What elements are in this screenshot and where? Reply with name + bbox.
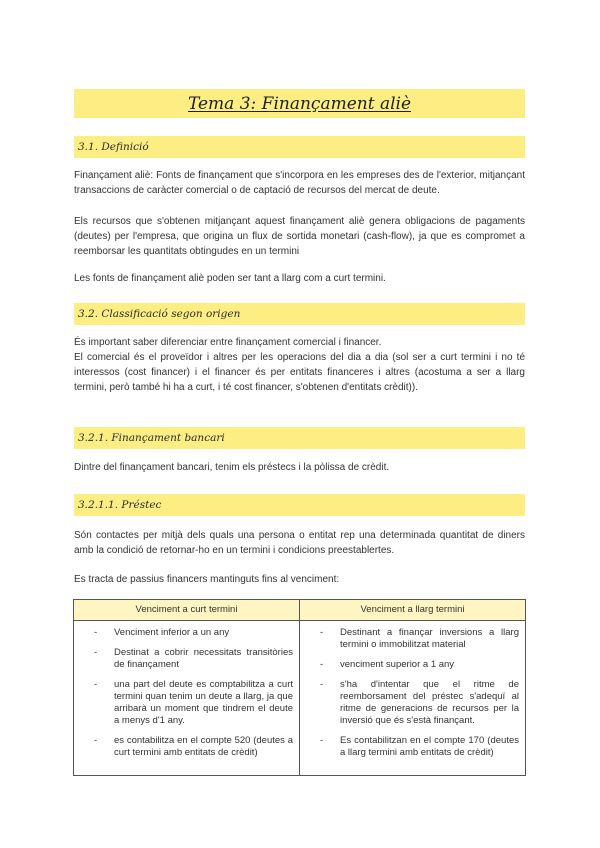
list-item: - una part del deute es comptabilitza a curt termini quan tenim un deute a llarg, ja que arribarà un moment que tindrem el deute a menys d'1 any. xyxy=(80,679,293,727)
list-item: - Es contabilitzan en el compte 170 (deutes a llarg termini amb entitats de crèdit) xyxy=(306,735,519,759)
page-title: Tema 3: Finançament aliè xyxy=(187,93,412,114)
maturity-table xyxy=(73,599,526,776)
paragraph-definition: Finançament aliè: Fonts de finançament que s'incorpora en les empreses des de l'exterior, mitjançant transaccions de caràcter comercial o de captació de recursos del mercat de deute. xyxy=(74,170,525,196)
header-short-term: Venciment a curt termini xyxy=(74,600,300,621)
list-item: - Destinat a cobrir necessitats transitòries de finançament xyxy=(80,647,293,671)
table-header-row xyxy=(74,600,526,621)
paragraph-obligations: Els recursos que s'obtenen mitjançant aquest finançament aliè genera obligacions de pagaments (deutes) per l'empresa, que origina un flux de sortida monetari (cash-flow), ja que es compromet a reemborsar les quantitats obtingudes en un termini xyxy=(74,216,525,257)
title-banner xyxy=(74,89,525,118)
paragraph-classification-detail: El comercial és el proveïdor i altres per les operacions del dia a dia (sol ser a curt termini i no té interessos (cost financer) i el financer és per entitats financeres i altres (acostuma a ser a llarg termini, però també hi ha a curt, i té cost financer, s'obtenen d'entitats crèdit)). xyxy=(74,352,525,393)
short-term-list xyxy=(80,627,293,759)
section-heading-3-1 xyxy=(74,136,525,158)
paragraph-loan-types: Es tracta de passius financers mantinguts fins al venciment: xyxy=(74,574,340,585)
list-item: - s'ha d'intentar que el ritme de reemborsament del préstec s'adequï al ritme de generacions de recursos per la inversió que és s'està finançant. xyxy=(306,679,519,727)
section-title: 3.2.1. Finançament bancari xyxy=(78,432,225,444)
section-heading-3-2-1 xyxy=(74,427,525,449)
paragraph-classification-intro: És important saber diferenciar entre finançament comercial i financer. xyxy=(74,337,382,348)
list-item: - venciment superior a 1 any xyxy=(306,659,519,671)
table-row xyxy=(74,621,526,776)
short-term-cell xyxy=(74,621,300,776)
list-item: - Venciment inferior a un any xyxy=(80,627,293,639)
list-item: - Destinant a finançar inversions a llarg termini o immobilitzat material xyxy=(306,627,519,651)
long-term-cell xyxy=(300,621,526,776)
section-title: 3.2. Classificació segon origen xyxy=(78,308,241,320)
section-title: 3.2.1.1. Préstec xyxy=(78,499,162,511)
list-item: - es contabilitza en el compte 520 (deutes a curt termini amb entitats de crèdit) xyxy=(80,735,293,759)
paragraph-loan-definition: Són contactes per mitjà dels quals una persona o entitat rep una determinada quantitat de diners amb la condició de retornar-ho en un termini i condicions preestablertes. xyxy=(74,530,525,556)
paragraph-terms: Les fonts de finançament aliè poden ser tant a llarg com a curt termini. xyxy=(74,273,386,284)
paragraph-bank-financing: Dintre del finançament bancari, tenim els préstecs i la pòlissa de crèdit. xyxy=(74,462,390,473)
header-long-term: Venciment a llarg termini xyxy=(300,600,526,621)
long-term-list xyxy=(306,627,519,759)
section-heading-3-2-1-1 xyxy=(74,494,525,516)
section-title: 3.1. Definició xyxy=(78,141,149,153)
section-heading-3-2 xyxy=(74,303,525,325)
